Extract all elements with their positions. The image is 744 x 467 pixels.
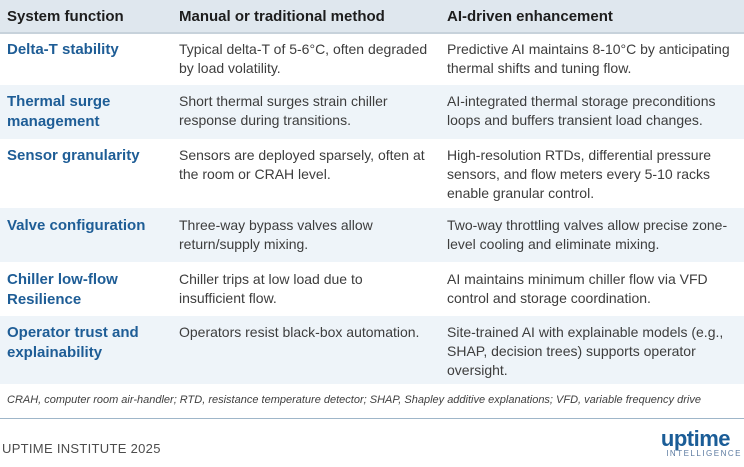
- row-ai: Two-way throttling valves allow precise zone-level cooling and eliminate mixing.: [447, 217, 728, 252]
- footer-divider: [0, 418, 744, 419]
- table-row: [0, 208, 744, 262]
- header-manual-method: Manual or traditional method: [179, 7, 385, 25]
- abbreviations-footnote: CRAH, computer room air-handler; RTD, resistance temperature detector; SHAP, Shapley additive explanations; VFD, variable frequency drive: [7, 394, 701, 406]
- row-manual: Operators resist black-box automation.: [179, 324, 420, 340]
- row-function: Chiller low-flow Resilience: [7, 271, 118, 308]
- logo-subtitle: INTELLIGENCE: [666, 449, 742, 458]
- table-header: [0, 0, 744, 34]
- table-row: [0, 139, 744, 208]
- row-manual: Typical delta-T of 5-6°C, often degraded by load volatility.: [179, 41, 428, 76]
- table-row: [0, 36, 744, 85]
- row-manual: Chiller trips at low load due to insufficient flow.: [179, 271, 363, 306]
- row-ai: High-resolution RTDs, differential pressure sensors, and flow meters every 5-10 racks enable granular control.: [447, 147, 712, 201]
- row-function: Sensor granularity: [7, 147, 140, 164]
- uptime-intelligence-logo: [624, 426, 742, 459]
- table-row: [0, 316, 744, 384]
- table-row: [0, 262, 744, 316]
- table-row: [0, 85, 744, 139]
- row-ai: AI maintains minimum chiller flow via VFD control and storage coordination.: [447, 271, 708, 306]
- company-credit: UPTIME INSTITUTE 2025: [2, 441, 161, 456]
- header-ai-enhancement: AI-driven enhancement: [447, 7, 613, 25]
- row-ai: Predictive AI maintains 8-10°C by anticipating thermal shifts and tuning flow.: [447, 41, 730, 76]
- row-manual: Short thermal surges strain chiller response during transitions.: [179, 93, 388, 128]
- row-function: Thermal surge management: [7, 93, 111, 130]
- row-ai: AI-integrated thermal storage preconditions loops and buffers transient load changes.: [447, 93, 716, 128]
- row-function: Delta-T stability: [7, 41, 119, 58]
- row-function: Valve configuration: [7, 217, 146, 234]
- footer: [0, 426, 744, 459]
- row-ai: Site-trained AI with explainable models (e.g., SHAP, decision trees) supports operator oversight.: [447, 324, 724, 378]
- row-manual: Three-way bypass valves allow return/supply mixing.: [179, 217, 373, 252]
- row-manual: Sensors are deployed sparsely, often at the room or CRAH level.: [179, 147, 425, 182]
- logo-wordmark: uptime: [660, 426, 730, 451]
- row-function: Operator trust and explainability: [7, 324, 139, 361]
- header-system-function: System function: [7, 7, 124, 25]
